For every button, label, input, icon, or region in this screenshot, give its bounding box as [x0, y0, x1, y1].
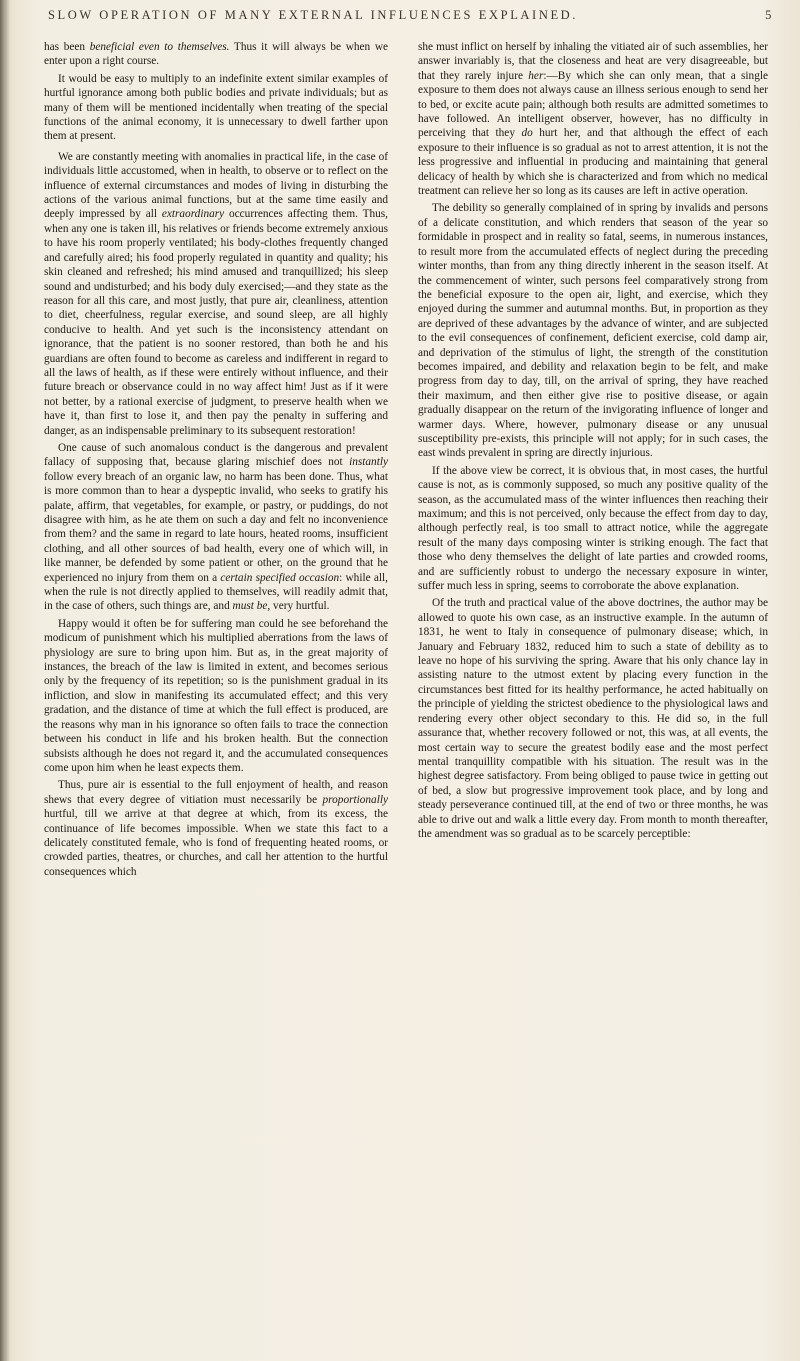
- left-column: [44, 40, 388, 1340]
- emphasis: must be: [232, 600, 268, 613]
- emphasis: extraordinary: [161, 208, 225, 221]
- paragraph: It would be easy to multiply to an indefinite extent similar examples of hurtful ignorance among both public bodies and private individuals; but as many of them will be mentioned incidentally when treating of the special functions of the animal economy, it is unnecessary to dwell farther upon them at present.: [44, 72, 388, 143]
- emphasis: beneficial even to themselves.: [89, 41, 230, 53]
- emphasis: do: [521, 127, 533, 140]
- page-number: 5: [765, 8, 774, 22]
- paragraph: she must inflict on herself by inhaling the vitiated air of such assemblies, her answer invariably is, that the closeness and heat are very disagreeable, but that they rarely injure her:—By which she can only mean, that a single exposure to them does not always cause an illness serious enough to send her to bed, or excite acute pain; although both results are admitted sometimes to have followed. An intelligent observer, however, has no difficulty in perceiving that they do hurt her, and that although the effect of each exposure to their influence is so gradual as not to arrest attention, it is not the less progressive and influential in producing and maintaining that general delicacy of health by which she is characterized and from which no medical treatment can relieve her so long as its causes are left in active operation.: [418, 41, 768, 198]
- running-head-title: SLOW OPERATION OF MANY EXTERNAL INFLUENCES EXPLAINED.: [48, 8, 579, 22]
- page-gutter-shadow: [0, 0, 10, 1361]
- emphasis: proportionally: [322, 793, 388, 806]
- paragraph: The debility so generally complained of in spring by invalids and persons of a delicate constitution, and which renders that season of the year so formidable in prospect and in reality so fatal, seems, in numerous instances, to result more from the accumulated effects of neglect during the preceding winter months, than from any thing directly inherent in the season itself. At the commencement of winter, such persons feel comparatively strong from the beneficial exposure to the open air, light, and exercise, which they enjoyed during the summer and autumnal months. But, in proportion as they are deprived of these advantages by the advance of winter, and are subjected to the evil consequences of confinement, deficient exercise, cold damp air, and deprivation of the stimulus of light, the strength of the constitution becomes impaired, and debility and relaxation begin to be felt, and make progress from day to day, till, on the arrival of spring, they have reached their maximum, and then either give rise to positive disease, or again gradually disappear on the return of the invigorating influence of longer and warmer days. Where, however, pulmonary disease or any unusual susceptibility pre-exists, this principle will not apply; for in such cases, the east winds prevalent in spring are directly injurious.: [418, 202, 768, 460]
- right-column: [418, 40, 768, 1340]
- paragraph: Of the truth and practical value of the above doctrines, the author may be allowed to quote his own case, as an instructive example. In the autumn of 1831, he went to Italy in consequence of pulmonary disease; which, in January and February 1832, reduced him to such a state of debility as to leave no hope of his surviving the spring. Aware that his only chance lay in assisting nature to the utmost extent by placing every function in the circumstances best fitted for its healthy performance, he acted habitually on the principle of yielding the strictest obedience to the physiological laws and rendering every other object secondary to this. He did so, in the full assurance that, whether recovery followed or not, this was, at all events, the most certain way to secure the greatest bodily ease and the most perfect mental tranquillity compatible with his situation. The result was in the highest degree satisfactory. From being obliged to pause twice in getting out of bed, a slow but progressive improvement took place, and by long and steady perseverance continued till, at the end of two or three months, he was able to drive out and walk a little every day. From month to month thereafter, the amendment was so gradual as to be scarcely perceptible:: [418, 597, 768, 840]
- paragraph: If the above view be correct, it is obvious that, in most cases, the hurtful cause is not, as is commonly supposed, so much any positive quality of the season, as the accumulated mass of the winter influences then reaching their maximum; and this is not perceived, only because the effect from day to day, although perfectly real, is too small to attract notice, while the aggregate result of the many days composing winter is striking enough. The fact that those who deny themselves the delight of late parties and crowded rooms, and are sufficiently robust to undergo the necessary exposure in winter, suffer much less in spring, seems to corroborate the above explanation.: [418, 464, 768, 593]
- paragraph: Thus, pure air is essential to the full enjoyment of health, and reason shews that every degree of vitiation must necessarily be proportionally hurtful, till we arrive at that degree at which, from its excess, the continuance of life becomes impossible. When we state this fact to a delicately constituted female, who is fond of frequenting heated rooms, or crowded parties, theatres, or churches, and call her attention to the hurtful consequences which: [44, 779, 388, 878]
- running-head: [48, 8, 774, 28]
- emphasis: certain specified occasion: [220, 571, 340, 584]
- emphasis: her: [528, 69, 544, 82]
- paragraph: We are constantly meeting with anomalies in practical life, in the case of individuals little accustomed, when in health, to observe or to reflect on the influence of external circumstances and modes of living in disturbing the actions of the various animal functions, but at the same time easily and deeply impressed by all extraordinary occurrences affecting them. Thus, when any one is taken ill, his relatives or friends become extremely anxious to have his room properly ventilated; his body-clothes frequently changed and carefully aired; his food properly regulated in quantity and quality; his skin cleaned and refreshed; his mind amused and tranquillized; his sleep sound and undisturbed; and his body duly exercised;—and they state as the reason for all this care, and most justly, that pure air, cleanliness, attention to diet, cheerfulness, regular exercise, and sound sleep, are all highly conducive to health. And yet such is the inconsistency attendant on ignorance, that the patient is no sooner restored, than both he and his guardians are often found to become as careless and indifferent in regard to all the laws of health, as if these were entirely without influence, and their future breach or observance could in no way affect him! Just as if it were not better, by a rational exercise of judgment, to preserve health when we have it, than first to lose it, and then pay the penalty in suffering and danger, as an indispensable preliminary to its subsequent restoration!: [44, 150, 388, 437]
- paragraph: Happy would it often be for suffering man could he see beforehand the modicum of punishment which his multiplied aberrations from the laws of physiology are sure to bring upon him. But as, in the great majority of instances, the breach of the law is limited in extent, and becomes serious only by the frequency of its repetition; so is the punishment gradual in its infliction, and slow in manifesting its accumulated effect; and this very gradation, and the distance of time at which the full effect is produced, are the reasons why man in his ignorance so often fails to trace the connection between his conduct in life and his broken health. But the connection subsists although he does not regard it, and the accumulated consequences come upon him when he least expects them.: [44, 617, 388, 774]
- emphasis: instantly: [349, 456, 388, 469]
- paragraph: has been beneficial even to themselves. Thus it will always be when we enter upon a right course.: [44, 41, 388, 68]
- paragraph: One cause of such anomalous conduct is the dangerous and prevalent fallacy of supposing that, because glaring mischief does not instantly follow every breach of an organic law, no harm has been done. Thus, what is more common than to hear a dyspeptic invalid, who seeks to gratify his palate, affirm, that vegetables, for example, or pastry, or puddings, do not disagree with him, as he ate them on such a day and felt no inconvenience from them? and the same in regard to late hours, heated rooms, insufficient clothing, and all other sources of bad health, every one of which will, in like manner, be defended by some patient or other, on the ground that he experienced no injury from them on a certain specified occasion: while all, when the rule is not directly applied to themselves, will readily admit that, in the case of others, such things are, and must be, very hurtful.: [44, 441, 388, 613]
